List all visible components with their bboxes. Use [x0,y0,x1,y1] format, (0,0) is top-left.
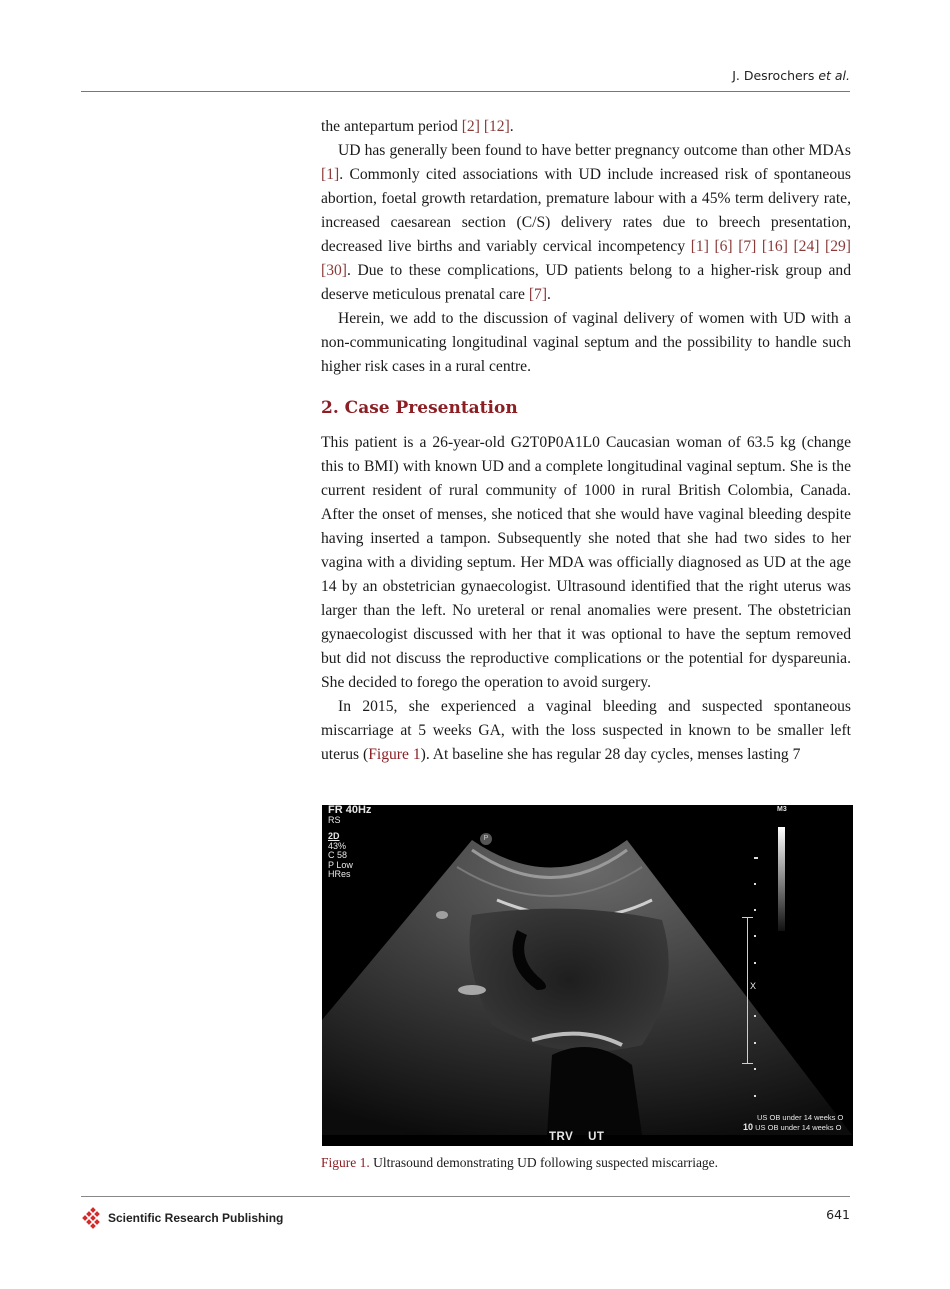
ultrasound-figure [322,805,853,1146]
author-name: J. Desrochers [732,68,815,83]
depth-tick [754,1068,756,1070]
scanner-settings: FR 40Hz RS 2D 43% C 58 P Low HRes [328,805,372,879]
citation-link[interactable]: [7] [528,286,548,303]
section-heading: 2. Case Presentation [321,398,518,418]
depth-tick [754,962,756,964]
caliper-label: X [750,981,757,991]
running-header-author [732,68,850,83]
caliper-line [747,917,748,1064]
page-number: 641 [826,1207,850,1222]
paragraph-2015: In 2015, she experienced a vaginal bleeding and suspected spontaneous miscarriage at 5 weeks GA, with the loss suspected in known to be smaller left uterus (Figure 1). At baseline she has regular 28 day cycles, menses lasting 7 [321,698,851,763]
figure-caption [321,1155,718,1171]
depth-tick [754,909,756,911]
depth-value: 10 [743,1121,754,1132]
citation-link[interactable]: [1] [321,166,340,183]
article-body [321,115,851,767]
bright-echo [458,985,486,995]
scan-plane-label: TRV UT [549,1131,605,1143]
grayscale-map-label: M3 [777,806,787,813]
bright-echo [436,911,448,919]
depth-tick [754,883,756,885]
protocol-text: US OB under 14 weeks O 10 US OB under 14 weeks O [743,1113,844,1132]
probe-orientation-marker: P [480,833,492,845]
footer-rule [81,1196,850,1197]
publisher-name: Scientific Research Publishing [108,1211,284,1225]
grayscale-bar [778,827,785,931]
citation-link[interactable]: [1] [6] [7] [16] [24] [29] [30] [321,238,851,279]
depth-tick [754,1015,756,1017]
citation-link[interactable]: [2] [12] [461,118,510,135]
publisher-logo[interactable] [82,1207,283,1229]
paragraph-herein: Herein, we add to the discussion of vaginal delivery of women with UD with a non-communicating longitudinal vaginal septum and the possibility to handle such higher risk cases in a rural centre. [321,310,851,375]
paragraph-continuation: the antepartum period [2] [12]. [321,118,514,135]
depth-tick [754,935,756,937]
caliper-cap [742,1063,753,1064]
publisher-logo-icon [82,1207,104,1229]
ultrasound-image [322,805,853,1146]
author-etal: et al. [818,68,850,83]
figure-reference-link[interactable]: Figure 1 [368,746,421,763]
caliper-cap [742,917,753,918]
depth-tick [754,857,758,859]
paragraph-ud-outcomes: UD has generally been found to have better pregnancy outcome than other MDAs [1]. Commonly cited associations with UD include increased risk of spontaneous abortion, foetal growth retardation, premature labour with a 45% term delivery rate, increased caesarean section (C/S) delivery rates due to breech presentation, decreased live births and variably cervical incompetency [1] [6] [7] [16] [24] [29] [30]. Due to these complications, UD patients belong to a higher-risk group and deserve meticulous prenatal care [7]. [321,142,851,303]
depth-tick [754,1042,756,1044]
header-rule [81,91,850,92]
caption-text: Ultrasound demonstrating UD following suspected miscarriage. [369,1155,719,1170]
paragraph-case: This patient is a 26-year-old G2T0P0A1L0 Caucasian woman of 63.5 kg (change this to BMI) with known UD and a complete longitudinal vaginal septum. She is the current resident of rural community of 1000 in rural British Colombia, Canada. After the onset of menses, she noticed that she would have vaginal bleeding despite having inserted a tampon. Subsequently she noted that she had two sides to her vagina with a dividing septum. Her MDA was officially diagnosed as UD at the age 14 by an obstetrician gynaecologist. Ultrasound identified that the right uterus was larger than the left. No ureteral or renal anomalies were present. The obstetrician gynaecologist discussed with her that it was optional to have the septum removed but did not discuss the reproductive complications or the potential for dyspareunia. She decided to forego the operation to avoid surgery. [321,434,851,691]
figure-label: Figure 1. [321,1155,370,1170]
depth-tick [754,1095,756,1097]
